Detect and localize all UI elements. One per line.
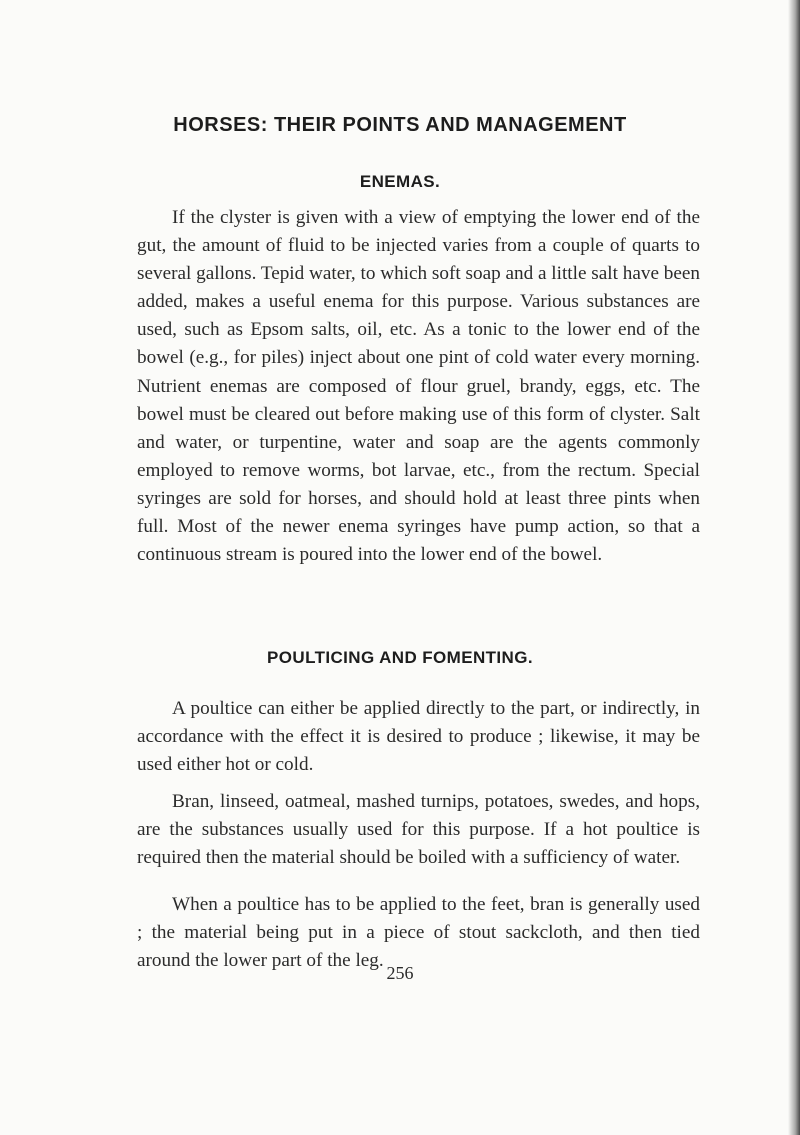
enemas-paragraph: If the clyster is given with a view of emptying the lower end of the gut, the amount of fluid to be injected varies from a couple of quarts to several gallons. Tepid water, to which soft soap and a little salt have been added, makes a useful enema for this purpose. Various substances are used, such as Epsom salts, oil, etc. As a tonic to the lower end of the bowel (e.g., for piles) inject about one pint of cold water every morning. Nutrient enemas are composed of flour gruel, brandy, eggs, etc. The bowel must be cleared out before making use of this form of clyster. Salt and water, or turpentine, water and soap are the agents commonly employed to remove worms, bot larvae, etc., from the rectum. Special syringes are sold for horses, and should hold at least three pints when full. Most of the newer enema syringes have pump action, so that a continuous stream is poured into the lower end of the bowel. [137, 207, 700, 566]
section-heading-poulticing: POULTICING AND FOMENTING. [267, 648, 533, 667]
poulticing-paragraph-3: When a poultice has to be applied to the feet, bran is generally used ; the material being put in a piece of stout sackcloth, and then tied around the lower part of the leg. [137, 894, 700, 972]
page-number: 256 [386, 963, 414, 983]
running-head: HORSES: THEIR POINTS AND MANAGEMENT [173, 114, 627, 136]
section-heading-enemas: ENEMAS. [359, 172, 441, 191]
poulticing-paragraph-1: A poultice can either be applied directly to the part, or indirectly, in accordance with the effect it is desired to produce ; likewise, it may be used either hot or cold. [137, 698, 700, 776]
poulticing-paragraph-2: Bran, linseed, oatmeal, mashed turnips, potatoes, swedes, and hops, are the substances usually used for this purpose. If a hot poultice is required then the material should be boiled with a sufficiency of water. [137, 791, 700, 869]
